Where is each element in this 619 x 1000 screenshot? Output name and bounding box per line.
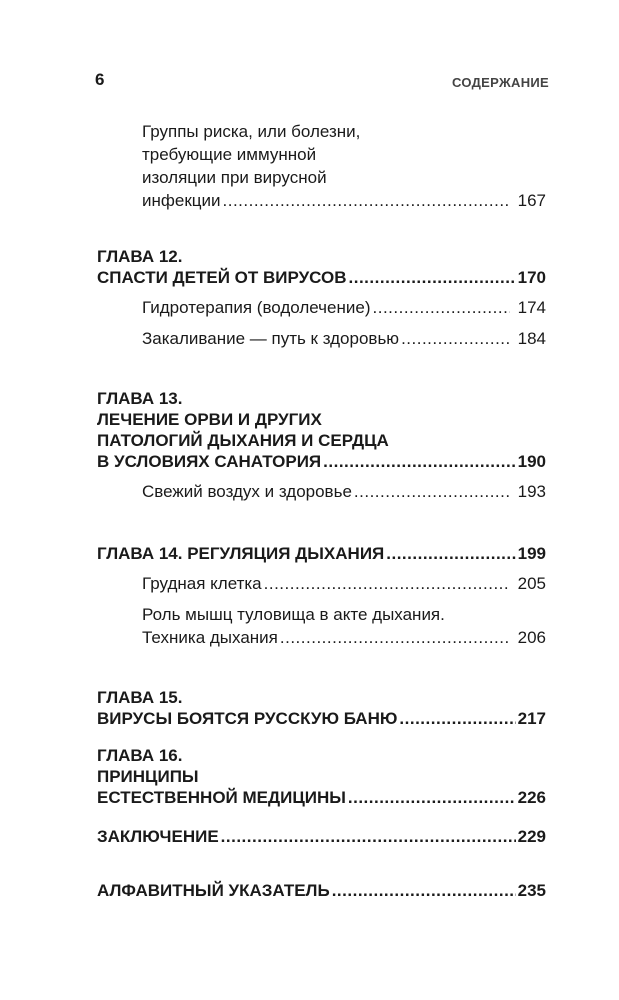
toc-entry-title: Грудная клетка: [142, 574, 262, 593]
toc-entry-hardening: [142, 327, 546, 350]
toc-page-number: 190: [517, 452, 546, 471]
dot-leader: [386, 543, 515, 564]
toc-page-number: 184: [517, 329, 546, 348]
chapter-title: ГЛАВА 14. РЕГУЛЯЦИЯ ДЫХАНИЯ: [97, 544, 385, 563]
chapter-title: В УСЛОВИЯХ САНАТОРИЯ: [97, 452, 322, 471]
dot-leader: [373, 296, 510, 319]
chapter-label: ГЛАВА 12.: [97, 247, 183, 266]
page-number: 6: [95, 70, 105, 89]
running-head: СОДЕРЖАНИЕ: [452, 75, 549, 90]
dot-leader: [223, 189, 510, 212]
chapter-title-line: ЛЕЧЕНИЕ ОРВИ И ДРУГИХ: [97, 410, 322, 429]
chapter-title: ВИРУСЫ БОЯТСЯ РУССКУЮ БАНЮ: [97, 709, 398, 728]
toc-entry-title: Техника дыхания: [142, 628, 278, 647]
chapter-label: ГЛАВА 13.: [97, 389, 183, 408]
table-of-contents: [97, 120, 546, 901]
toc-chapter-14: [97, 543, 546, 564]
chapter-label: ГЛАВА 15.: [97, 688, 183, 707]
toc-page-number: 174: [517, 298, 546, 317]
toc-page-number: 229: [517, 827, 546, 846]
chapter-title-line: ПАТОЛОГИЙ ДЫХАНИЯ И СЕРДЦА: [97, 431, 389, 450]
toc-entry-breathing-muscles: [142, 603, 546, 649]
dot-leader: [399, 708, 515, 729]
toc-entry-title: инфекции: [142, 191, 221, 210]
chapter-label: ГЛАВА 16.: [97, 746, 183, 765]
dot-leader: [221, 826, 516, 847]
toc-page-number: 170: [517, 268, 546, 287]
dot-leader: [401, 327, 510, 350]
toc-entry-hydrotherapy: [142, 296, 546, 319]
toc-entry-title: Свежий воздух и здоровье: [142, 482, 352, 501]
toc-page-number: 226: [517, 788, 546, 807]
dot-leader: [280, 626, 510, 649]
toc-chapter-13: [97, 388, 546, 472]
toc-entry-risk-groups: [142, 120, 546, 212]
toc-entry-line: Роль мышц туловища в акте дыхания.: [142, 605, 445, 624]
toc-entry-line: требующие иммунной: [142, 145, 317, 164]
dot-leader: [349, 267, 516, 288]
toc-page-number: 167: [517, 191, 546, 210]
toc-page-number: 199: [517, 544, 546, 563]
dot-leader: [332, 880, 516, 901]
chapter-title: ЗАКЛЮЧЕНИЕ: [97, 827, 219, 846]
toc-alphabetical-index: [97, 880, 546, 901]
toc-page-number: 235: [517, 881, 546, 900]
toc-page-number: 193: [517, 482, 546, 501]
toc-page-number: 205: [517, 574, 546, 593]
toc-entry-fresh-air: [142, 480, 546, 503]
toc-chapter-16: [97, 745, 546, 808]
dot-leader: [348, 787, 516, 808]
toc-entry-title: Гидротерапия (водолечение): [142, 298, 371, 317]
chapter-title-line: ПРИНЦИПЫ: [97, 767, 199, 786]
dot-leader: [354, 480, 510, 503]
toc-entry-line: изоляции при вирусной: [142, 168, 327, 187]
toc-chapter-15: [97, 687, 546, 729]
toc-chapter-12: [97, 246, 546, 288]
chapter-title: ЕСТЕСТВЕННОЙ МЕДИЦИНЫ: [97, 788, 346, 807]
toc-entry-chest: [142, 572, 546, 595]
toc-entry-line: Группы риска, или болезни,: [142, 122, 361, 141]
chapter-title: СПАСТИ ДЕТЕЙ ОТ ВИРУСОВ: [97, 268, 347, 287]
toc-conclusion: [97, 826, 546, 847]
chapter-title: АЛФАВИТНЫЙ УКАЗАТЕЛЬ: [97, 881, 330, 900]
dot-leader: [264, 572, 510, 595]
toc-page-number: 217: [517, 709, 546, 728]
toc-entry-title: Закаливание — путь к здоровью: [142, 329, 400, 348]
toc-page-number: 206: [517, 628, 546, 647]
dot-leader: [323, 451, 515, 472]
